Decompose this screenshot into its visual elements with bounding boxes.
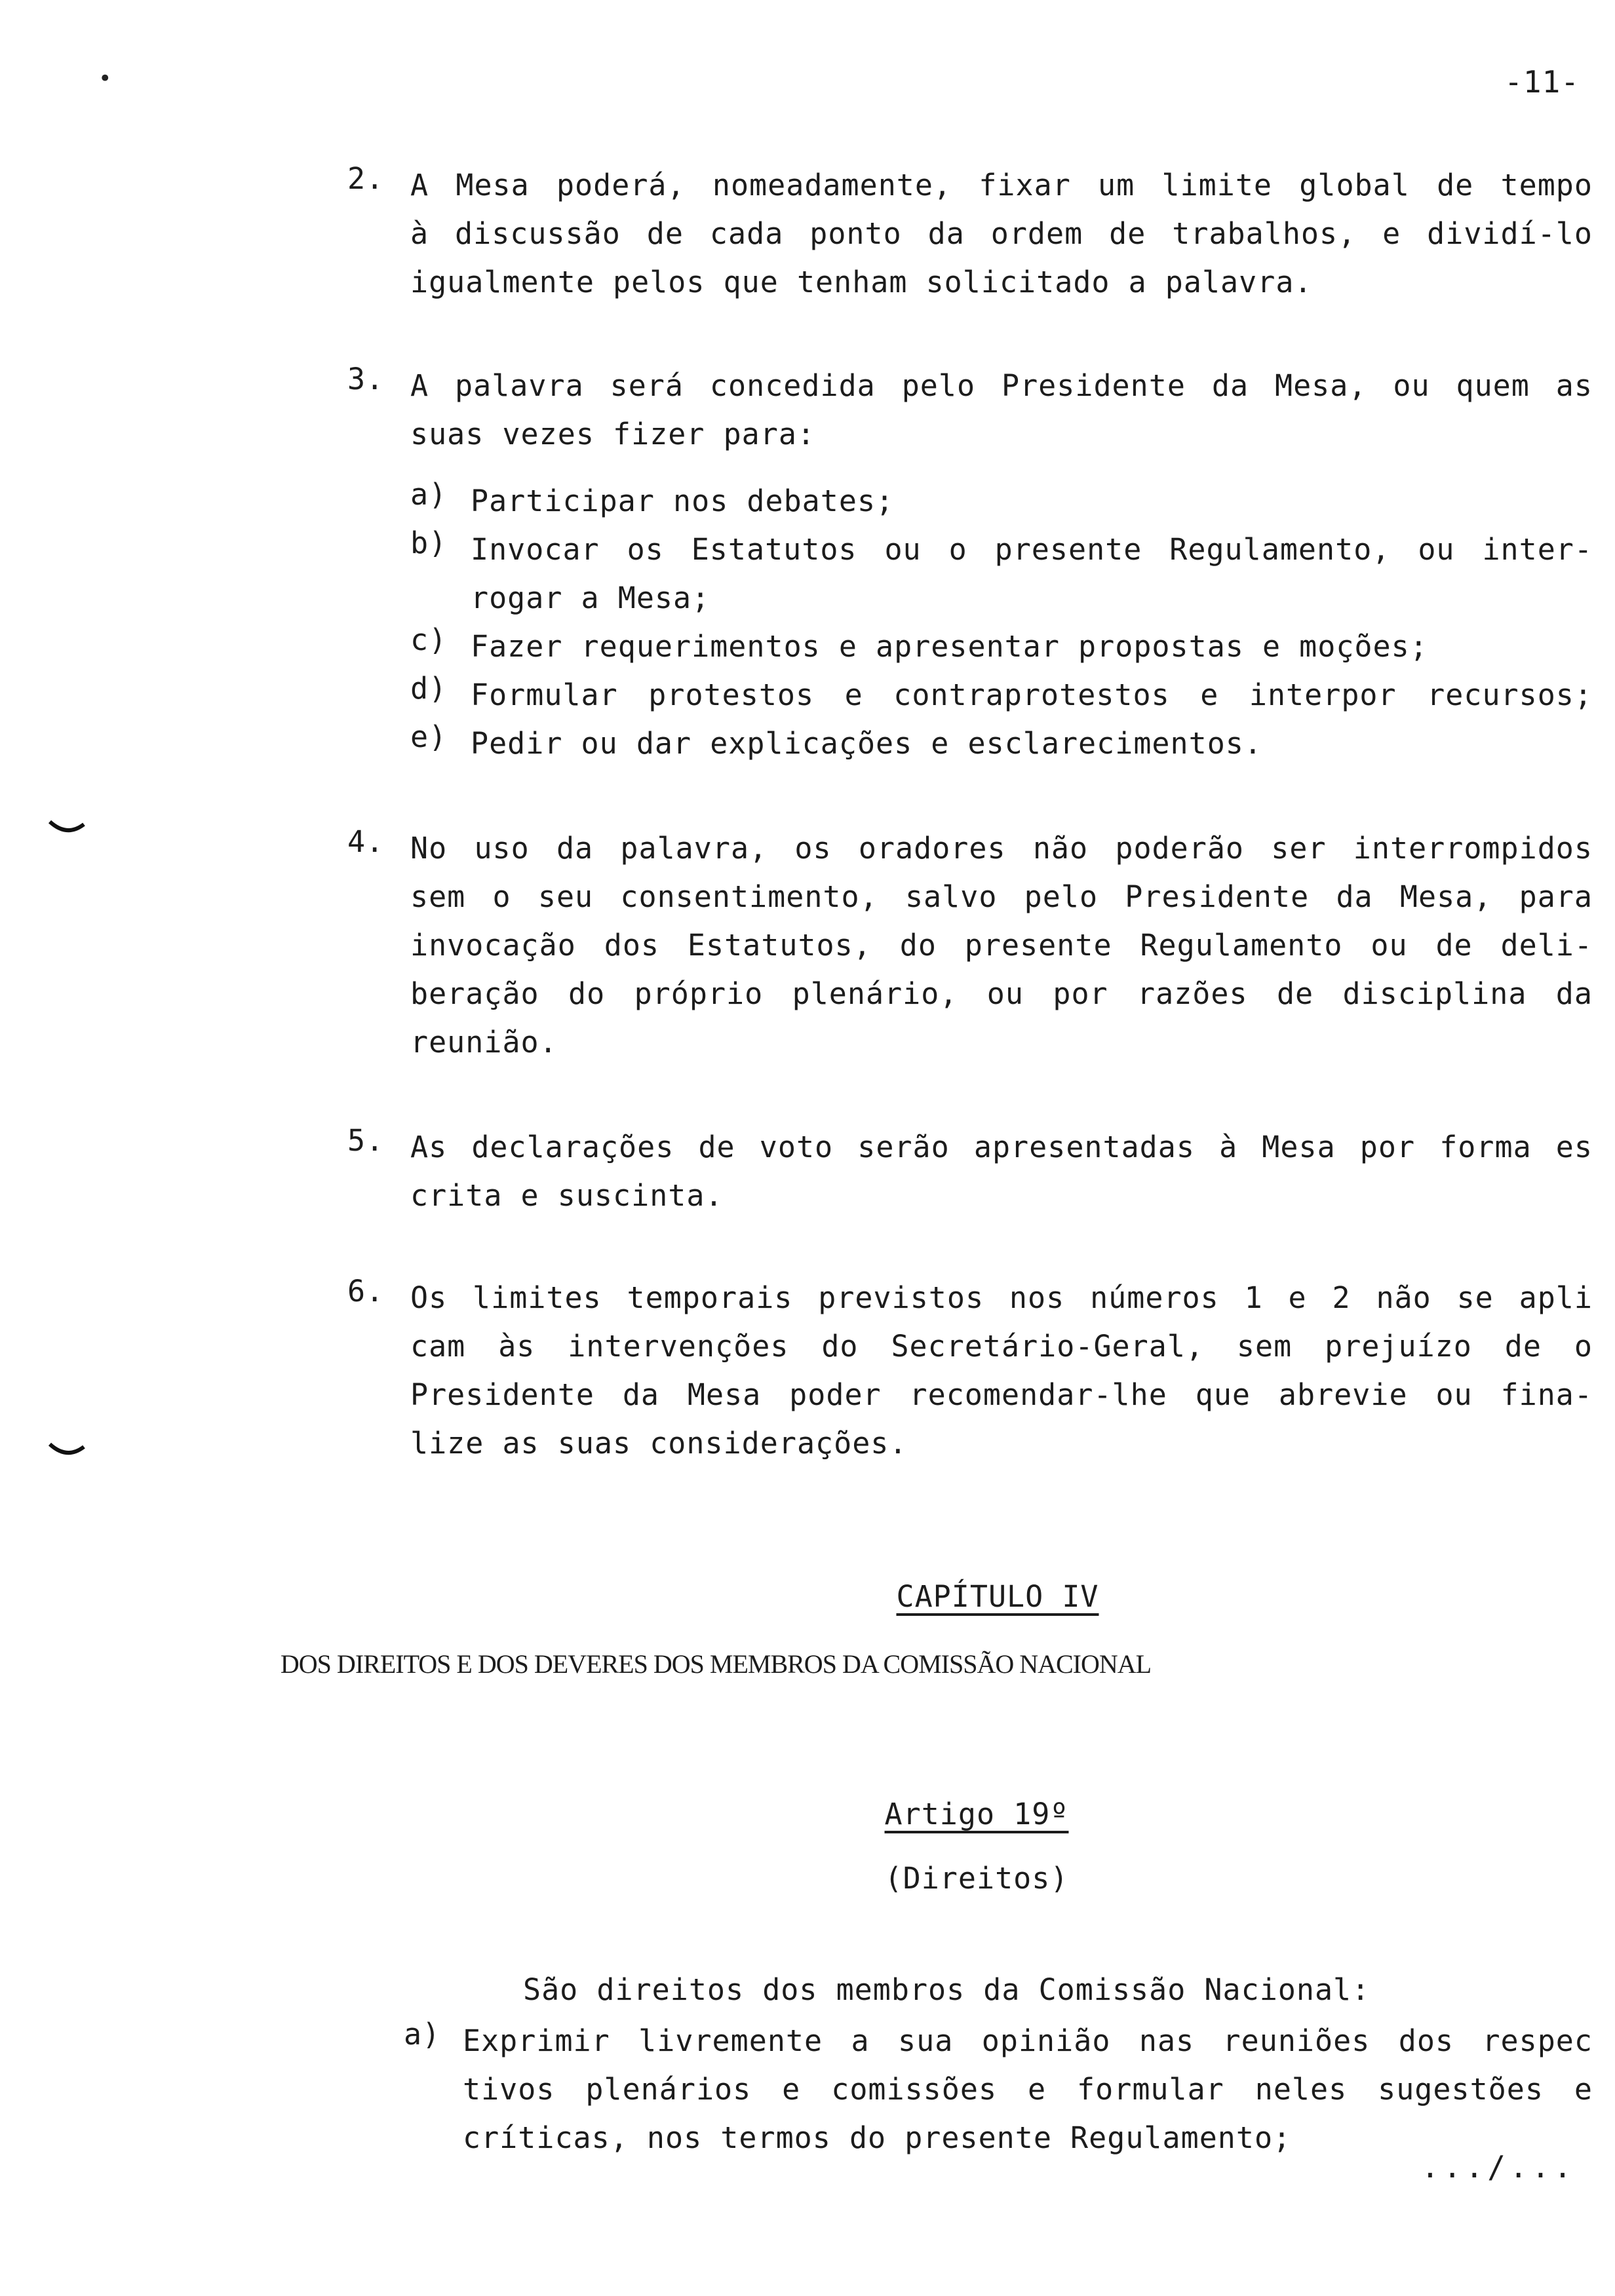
paragraph-line: As declarações de voto serão apresentadas à Mesa por forma es	[410, 1130, 1593, 1164]
list-item	[410, 477, 1593, 526]
paragraph-number: 5.	[347, 1123, 385, 1158]
paragraph-6	[347, 1274, 1593, 1468]
article-list	[404, 2017, 1593, 2162]
paragraph-line: invocação dos Estatutos, do presente Regulamento ou de deli-	[410, 928, 1593, 963]
article-intro	[523, 1966, 1572, 2014]
paragraph-line: à discussão de cada ponto da ordem de trabalhos, e dividí-lo	[410, 216, 1593, 251]
list-item-line: críticas, nos termos do presente Regulamento;	[463, 2120, 1292, 2155]
paragraph-number: 6.	[347, 1274, 385, 1309]
list-item-line: Exprimir livremente a sua opinião nas reuniões dos respec	[463, 2023, 1593, 2058]
paragraph-line: sem o seu consentimento, salvo pelo Presidente da Mesa, para	[410, 879, 1593, 914]
article-title: Artigo 19º	[884, 1797, 1069, 1831]
list-item-letter: a)	[410, 477, 448, 512]
paragraph-5	[347, 1123, 1593, 1220]
margin-bracket-mark	[47, 1442, 87, 1459]
chapter-subtitle-row	[0, 1646, 1523, 1683]
paragraph-line: suas vezes fizer para:	[410, 417, 816, 451]
paragraph-line: beração do próprio plenário, ou por razões de disciplina da	[410, 976, 1593, 1011]
list-item-line: Fazer requerimentos e apresentar propostas e moções;	[471, 629, 1428, 664]
list-item-line: tivos plenários e comissões e formular neles sugestões e	[463, 2072, 1593, 2107]
chapter-title: CAPÍTULO IV	[896, 1579, 1099, 1614]
list-item-letter: a)	[404, 2017, 441, 2052]
list-item	[404, 2017, 1593, 2162]
paragraph-number: 2.	[347, 161, 385, 196]
list-item	[410, 671, 1593, 719]
paragraph-number: 4.	[347, 824, 385, 859]
list-item-line: Invocar os Estatutos ou o presente Regulamento, ou inter-	[471, 532, 1593, 567]
list-item-letter: c)	[410, 622, 448, 657]
paragraph-line: crita e suscinta.	[410, 1178, 724, 1213]
list-item-letter: b)	[410, 526, 448, 560]
paragraph-4	[347, 824, 1593, 1067]
paragraph-2	[347, 161, 1593, 307]
page-number: -11-	[1504, 64, 1580, 100]
list-item-line: rogar a Mesa;	[471, 581, 710, 615]
paragraph-number: 3.	[347, 362, 385, 396]
article-intro-text: São direitos dos membros da Comissão Nacional:	[523, 1972, 1371, 2007]
margin-bracket-mark	[47, 819, 87, 836]
paragraph-line: cam às intervenções do Secretário-Geral, sem prejuízo de o	[410, 1329, 1593, 1364]
article-title-row	[169, 1790, 1615, 1839]
paragraph-line: No uso da palavra, os oradores não poderão ser interrompidos	[410, 831, 1593, 866]
continuation-marker: .../...	[1421, 2149, 1576, 2185]
paragraph-line: lize as suas considerações.	[410, 1426, 908, 1461]
article-subtitle-row	[169, 1854, 1615, 1903]
chapter-title-row	[190, 1573, 1615, 1621]
paragraph-line: A palavra será concedida pelo Presidente da Mesa, ou quem as	[410, 368, 1593, 403]
paragraph-line: Os limites temporais previstos nos números 1 e 2 não se apli	[410, 1280, 1593, 1315]
list-item	[410, 526, 1593, 622]
paragraph-3-list	[410, 477, 1593, 768]
article-subtitle: (Direitos)	[884, 1861, 1069, 1896]
paragraph-3	[347, 362, 1593, 459]
paragraph-line: Presidente da Mesa poder recomendar-lhe que abrevie ou fina-	[410, 1377, 1593, 1412]
list-item	[410, 622, 1593, 671]
list-item-line: Participar nos debates;	[471, 484, 895, 518]
list-item	[410, 719, 1593, 768]
list-item-letter: e)	[410, 719, 448, 754]
paragraph-line: A Mesa poderá, nomeadamente, fixar um limite global de tempo	[410, 168, 1593, 202]
list-item-letter: d)	[410, 671, 448, 706]
paragraph-line: igualmente pelos que tenham solicitado a palavra.	[410, 265, 1313, 299]
chapter-subtitle: DOS DIREITOS E DOS DEVERES DOS MEMBROS DA COMISSÃO NACIONAL	[280, 1649, 1152, 1679]
margin-dot-mark: •	[98, 66, 112, 92]
paragraph-line: reunião.	[410, 1025, 558, 1060]
list-item-line: Pedir ou dar explicações e esclarecimentos.	[471, 726, 1262, 761]
list-item-line: Formular protestos e contraprotestos e interpor recursos;	[471, 678, 1593, 712]
